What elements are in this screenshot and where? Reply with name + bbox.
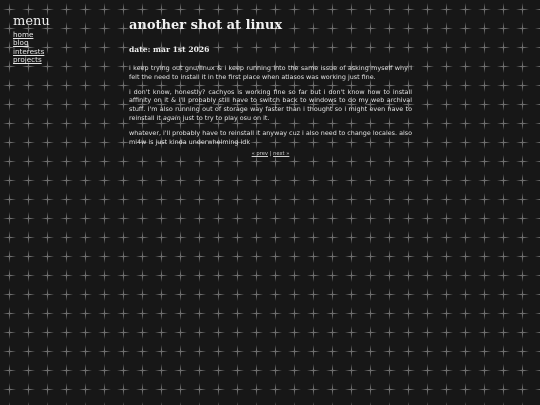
sidebar-nav-links (13, 31, 103, 65)
post-paragraph-2 (129, 88, 412, 123)
post-paragraph-2-emphasis: again (162, 113, 181, 122)
post-title: another shot at linux (129, 18, 283, 33)
nav-link-home[interactable]: home (13, 30, 34, 39)
post-pagination (129, 151, 412, 157)
sidebar-menu (13, 14, 103, 65)
post-paragraph-3: whatever, i'll probably have to reinstall it anyway cuz i also need to change locales. also mi4w is just kinda underwhelming idk (129, 128, 412, 146)
prev-post-link[interactable]: « prev (251, 151, 269, 158)
post-paragraph-2-text-b: just to try to play osu on it. (180, 113, 270, 122)
nav-link-projects[interactable]: projects (13, 55, 42, 65)
post-paragraph-1: i keep trying out gnu/linux & i keep running into the same issue of asking myself why i felt the need to install it in the first place when atlasos was working just fine. (129, 64, 412, 81)
post-paragraph-2-text-a: i don't know, honestly? cachyos is working fine so far but i don't know how to install affinity on it & i'll probably still have to switch back to windows to do my web archival stuff. i'm also running out of storage way faster than i thought so i might even have to reinstall it (129, 87, 412, 122)
next-post-link[interactable]: next » (273, 151, 290, 158)
nav-link-blog[interactable]: blog (13, 38, 29, 48)
pagination-separator: | (268, 151, 274, 158)
post-body (129, 64, 412, 146)
sidebar-title: menu (13, 14, 50, 29)
post-date: date: mar 1st 2026 (129, 45, 210, 54)
nav-link-interests[interactable]: interests (13, 46, 45, 56)
blog-post (129, 17, 412, 157)
